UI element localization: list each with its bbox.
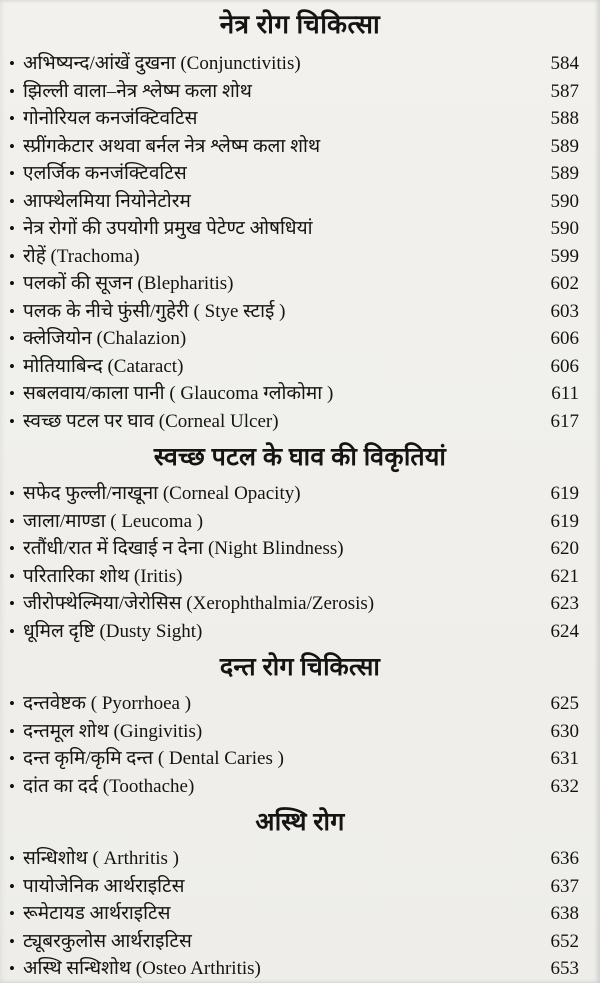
bullet-icon: • <box>9 849 15 868</box>
entry-title: नेत्र रोगों की उपयोगी प्रमुख पेटेण्ट ओषधियां <box>23 218 313 239</box>
bullet-icon: • <box>9 904 15 923</box>
entry-title: अभिष्यन्द/आंखें दुखना (Conjunctivitis) <box>23 53 301 74</box>
entry-page-number: 630 <box>550 720 579 742</box>
bullet-icon: • <box>9 511 15 531</box>
toc-entry <box>0 508 600 536</box>
entry-page-number: 588 <box>550 108 579 129</box>
entry-page-number: 603 <box>550 300 579 322</box>
bullet-icon: • <box>9 931 15 951</box>
bullet-icon: • <box>9 876 15 896</box>
entry-page-number: 652 <box>550 930 579 952</box>
bullet-icon: • <box>9 411 15 431</box>
toc-entry <box>0 928 600 956</box>
bullet-icon: • <box>9 721 15 741</box>
bullet-icon: • <box>9 274 15 293</box>
entry-title: एलर्जिक कनजंक्टिवटिस <box>23 163 187 184</box>
entry-title: झिल्ली वाला–नेत्र श्लेष्म कला शोथ <box>23 80 252 102</box>
entry-title: स्प्रींगकेटार अथवा बर्नल नेत्र श्लेष्म कला शोथ <box>23 135 321 157</box>
bullet-icon: • <box>9 959 15 978</box>
entry-title: दन्तवेष्टक ( Pyorrhoea ) <box>23 693 192 714</box>
section-heading: अस्थि रोग <box>255 809 345 836</box>
toc-entry <box>0 845 600 873</box>
toc-entry <box>0 480 600 508</box>
entry-page-number: 599 <box>550 245 579 267</box>
entry-page-number: 584 <box>550 53 579 74</box>
toc-entry <box>0 270 600 298</box>
entry-page-number: 636 <box>550 848 579 869</box>
bullet-icon: • <box>9 219 15 238</box>
entry-title: सफेद फुल्ली/नाखूना (Corneal Opacity) <box>23 483 301 504</box>
entry-title: गोनोरियल कनजंक्टिवटिस <box>23 108 198 129</box>
toc-entry <box>0 298 600 326</box>
entry-page-number: 589 <box>550 163 579 184</box>
toc-entry <box>0 690 600 718</box>
toc-entry <box>0 900 600 928</box>
bullet-icon: • <box>9 484 15 503</box>
bullet-icon: • <box>9 384 15 403</box>
entry-page-number: 625 <box>550 693 579 714</box>
entry-page-number: 617 <box>550 410 579 432</box>
bullet-icon: • <box>9 749 15 768</box>
toc-entry <box>0 590 600 618</box>
toc-entry <box>0 718 600 746</box>
entry-page-number: 590 <box>550 190 579 212</box>
bullet-icon: • <box>9 621 15 641</box>
bullet-icon: • <box>9 356 15 376</box>
bullet-icon: • <box>9 539 15 558</box>
entry-title: मोतियाबिन्द (Cataract) <box>23 355 184 377</box>
toc-entry <box>0 535 600 563</box>
entry-title: दन्तमूल शोथ (Gingivitis) <box>23 720 203 742</box>
bullet-icon: • <box>9 164 15 183</box>
entry-page-number: 624 <box>550 620 579 642</box>
section-heading: स्वच्छ पटल के घाव की विकृतियां <box>153 444 447 471</box>
entry-page-number: 587 <box>550 80 579 102</box>
toc-entry <box>0 353 600 381</box>
entry-title: पायोजेनिक आर्थराइटिस <box>23 875 185 897</box>
bullet-icon: • <box>9 301 15 321</box>
entry-page-number: 590 <box>550 218 579 239</box>
toc-entry <box>0 105 600 133</box>
entry-title: ट्यूबरकुलोस आर्थराइटिस <box>23 930 192 952</box>
entry-title: परितारिका शोथ (Iritis) <box>23 565 183 587</box>
bullet-icon: • <box>9 566 15 586</box>
bullet-icon: • <box>9 694 15 713</box>
entry-page-number: 606 <box>550 355 579 377</box>
entry-title: रतौंधी/रात में दिखाई न देना (Night Blindness) <box>23 538 344 559</box>
entry-title: सन्धिशोथ ( Arthritis ) <box>23 848 179 869</box>
toc-entry <box>0 380 600 408</box>
toc-entry <box>0 160 600 188</box>
entry-page-number: 606 <box>550 328 579 349</box>
entry-title: अस्थि सन्धिशोथ (Osteo Arthritis) <box>23 958 261 979</box>
toc-entry <box>0 873 600 901</box>
entry-title: पलकों की सूजन (Blepharitis) <box>23 273 234 294</box>
toc-entry <box>0 243 600 271</box>
bullet-icon: • <box>9 81 15 101</box>
entry-title: जीरोफ्थेल्मिया/जेरोसिस (Xerophthalmia/Zerosis) <box>23 593 375 614</box>
toc-entry <box>0 563 600 591</box>
entry-page-number: 623 <box>550 593 579 614</box>
entry-title: स्वच्छ पटल पर घाव (Corneal Ulcer) <box>23 410 279 432</box>
toc-entry <box>0 955 600 983</box>
entry-title: रूमेटायड आर्थराइटिस <box>23 903 171 924</box>
entry-title: जाला/माण्डा ( Leucoma ) <box>23 510 204 532</box>
toc-entry <box>0 188 600 216</box>
entry-page-number: 637 <box>550 875 579 897</box>
bullet-icon: • <box>9 329 15 348</box>
entry-title: दन्त कृमि/कृमि दन्त ( Dental Caries ) <box>23 748 284 769</box>
entry-title: धूमिल दृष्टि (Dusty Sight) <box>23 620 203 642</box>
entry-page-number: 638 <box>550 903 579 924</box>
entry-title: दांत का दर्द (Toothache) <box>23 775 195 797</box>
toc-entry <box>0 325 600 353</box>
bullet-icon: • <box>9 776 15 796</box>
entry-page-number: 631 <box>550 748 579 769</box>
entry-page-number: 653 <box>550 958 579 979</box>
toc-entry <box>0 408 600 436</box>
entry-page-number: 632 <box>550 775 579 797</box>
entry-title: पलक के नीचे फुंसी/गुहेरी ( Stye स्टाई ) <box>23 300 286 322</box>
bullet-icon: • <box>9 54 15 73</box>
entry-page-number: 619 <box>550 510 579 532</box>
section-heading: दन्त रोग चिकित्सा <box>219 654 381 681</box>
toc-entry <box>0 78 600 106</box>
toc-entry <box>0 773 600 801</box>
toc-entry <box>0 133 600 161</box>
entry-page-number: 619 <box>550 483 579 504</box>
toc-entry <box>0 215 600 243</box>
toc-entry <box>0 618 600 646</box>
toc-body <box>0 50 600 983</box>
entry-page-number: 589 <box>550 135 579 157</box>
entry-title: आफ्थेलमिया नियोनेटोरम <box>23 190 191 212</box>
entry-page-number: 620 <box>550 538 579 559</box>
bullet-icon: • <box>9 136 15 156</box>
entry-page-number: 602 <box>550 273 579 294</box>
bullet-icon: • <box>9 246 15 266</box>
entry-title: सबलवाय/काला पानी ( Glaucoma ग्लोकोमा ) <box>23 383 334 404</box>
page-title: नेत्र रोग चिकित्सा <box>219 10 381 39</box>
bullet-icon: • <box>9 191 15 211</box>
entry-title: क्लेजियोन (Chalazion) <box>23 328 187 349</box>
toc-entry <box>0 745 600 773</box>
bullet-icon: • <box>9 109 15 128</box>
toc-entry <box>0 50 600 78</box>
entry-page-number: 621 <box>550 565 579 587</box>
bullet-icon: • <box>9 594 15 613</box>
entry-page-number: 611 <box>551 383 579 404</box>
entry-title: रोहें (Trachoma) <box>23 245 140 267</box>
